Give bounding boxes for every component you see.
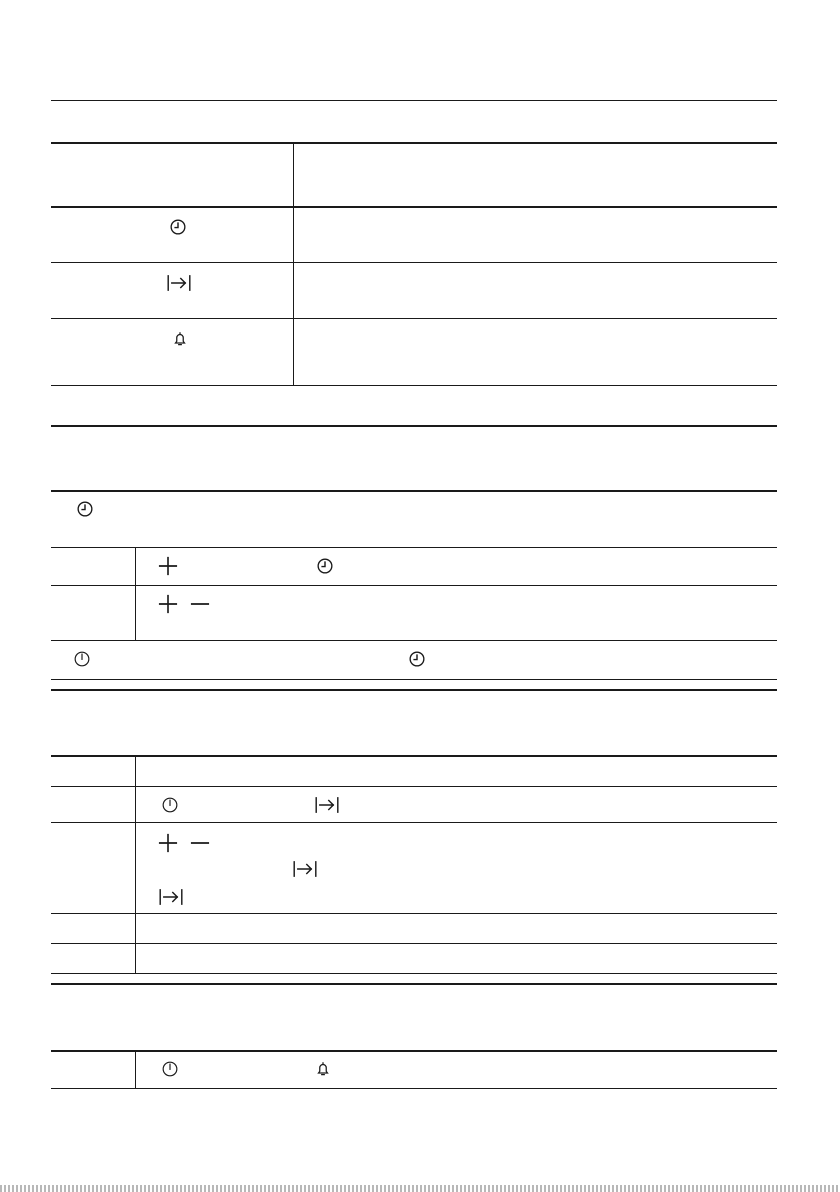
steps-border xyxy=(51,547,777,548)
steps-bottom-border xyxy=(51,1088,777,1089)
steps-top-border xyxy=(51,1050,777,1052)
clock-icon xyxy=(408,650,426,668)
duration-arrow-icon xyxy=(158,888,184,906)
plus-icon xyxy=(157,593,179,615)
scan-edge xyxy=(0,1185,840,1192)
steps-border xyxy=(51,913,777,914)
steps-border xyxy=(51,822,777,823)
steps-border xyxy=(51,640,777,641)
power-clock-icon xyxy=(161,1060,179,1078)
table-row-border xyxy=(51,262,777,263)
table-top-border xyxy=(51,142,777,144)
table-column-divider xyxy=(293,143,294,385)
power-clock-icon xyxy=(161,796,179,814)
steps-border xyxy=(51,786,777,787)
step-number-divider xyxy=(135,548,136,640)
minus-icon xyxy=(189,593,211,615)
section-divider xyxy=(51,689,777,691)
table-row-border xyxy=(51,318,777,319)
bell-icon xyxy=(171,330,189,348)
section-divider xyxy=(51,425,777,427)
duration-arrow-icon xyxy=(292,860,318,878)
section-divider xyxy=(51,983,777,985)
table-header-border xyxy=(51,206,777,208)
clock-icon xyxy=(169,218,187,236)
table-bottom-border xyxy=(51,385,777,386)
plus-icon xyxy=(157,555,179,577)
step-number-divider xyxy=(135,1051,136,1088)
bell-icon xyxy=(314,1060,332,1078)
duration-arrow-icon xyxy=(166,274,192,292)
divider xyxy=(51,100,777,101)
steps-border xyxy=(51,585,777,586)
steps-border xyxy=(51,943,777,944)
steps-top-border xyxy=(51,490,777,492)
plus-icon xyxy=(157,832,179,854)
minus-icon xyxy=(189,832,211,854)
clock-icon xyxy=(76,500,94,518)
duration-arrow-icon xyxy=(314,796,340,814)
steps-bottom-border xyxy=(51,679,777,680)
steps-bottom-border xyxy=(51,973,777,974)
steps-top-border xyxy=(51,755,777,757)
power-clock-icon xyxy=(73,650,91,668)
clock-icon xyxy=(316,557,334,575)
step-number-divider xyxy=(135,756,136,974)
